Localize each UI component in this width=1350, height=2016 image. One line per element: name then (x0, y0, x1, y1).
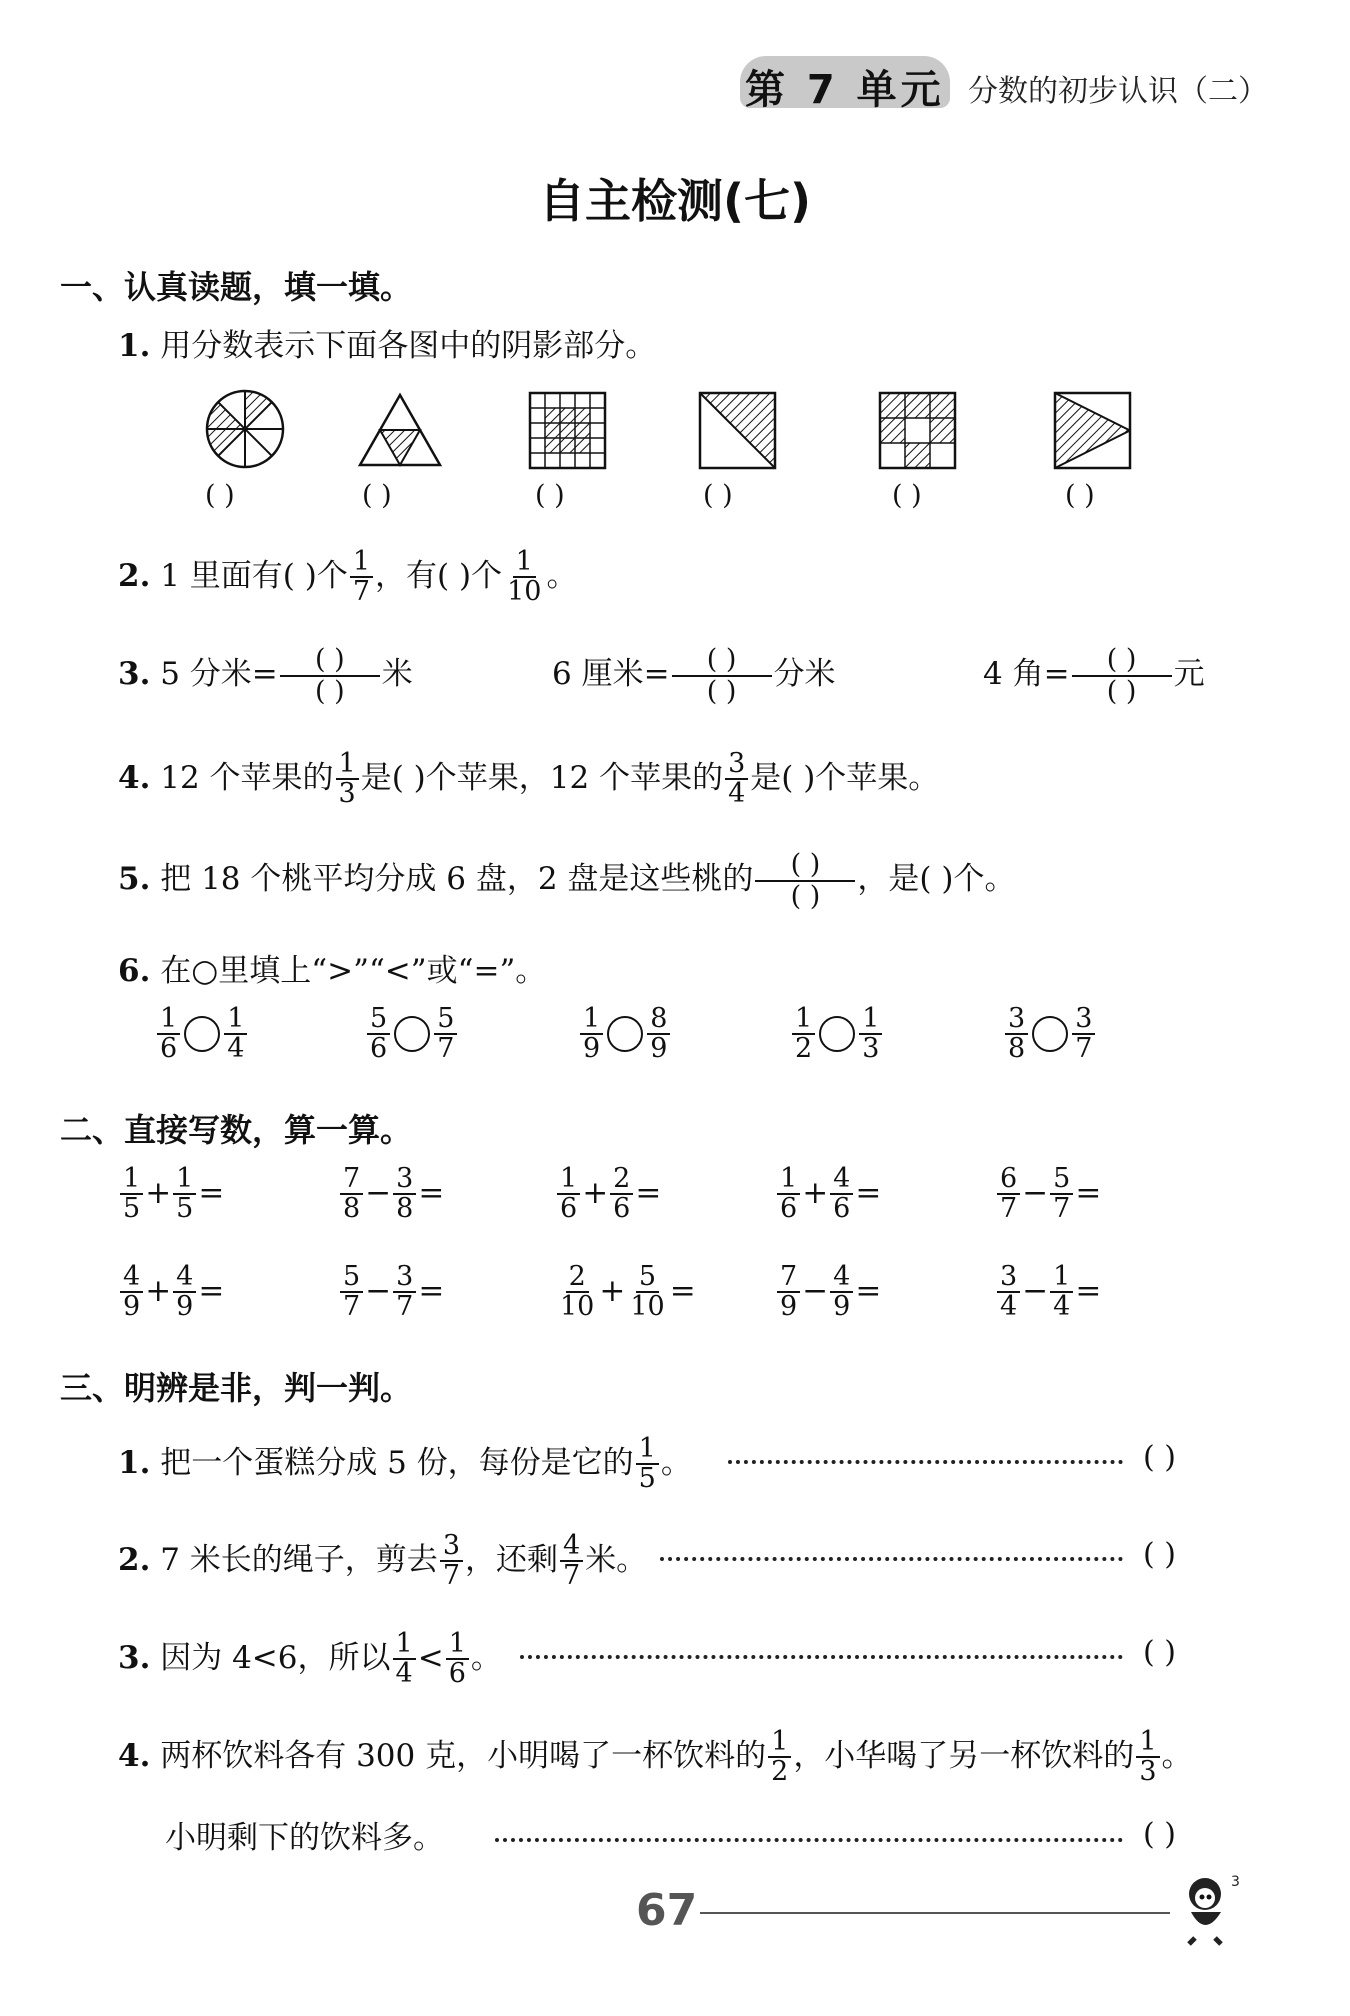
fraction: $\frac{7}{9}$ (777, 1263, 800, 1322)
fraction: $\frac{1}{3}$ (1136, 1728, 1159, 1787)
fraction: $\frac{4}{6}$ (830, 1165, 853, 1224)
fraction: $\frac{2}{6}$ (610, 1165, 633, 1224)
equals-sign: = (418, 1272, 445, 1309)
fraction-blank[interactable]: ( ) ( ) (1072, 645, 1172, 706)
compare-circle[interactable] (1032, 1016, 1068, 1052)
s3-q2: 2. 7 米长的绳子，剪去 $\frac{3}{7}$ ，还剩 $\frac{4}{7}$ 米。 (118, 1530, 648, 1592)
checker-figure (880, 393, 955, 468)
fraction: $\frac{3}{7}$ (393, 1263, 416, 1322)
operator: − (1022, 1272, 1049, 1309)
unit-topic: 分数的初步认识（二） (968, 74, 1268, 109)
fraction: $\frac{6}{7}$ (997, 1165, 1020, 1224)
section-3-heading: 三、明辨是非，判一判。 (60, 1369, 413, 1407)
equals-sign: = (198, 1174, 225, 1211)
fraction-blank[interactable]: ( ) ( ) (280, 645, 380, 706)
compare-circle[interactable] (819, 1016, 855, 1052)
compare-item: $\frac{1}{2}$ $\frac{1}{3}$ (790, 1005, 884, 1064)
circle-figure (207, 391, 283, 467)
page-title: 自主检测(七) (538, 174, 812, 228)
compare-circle[interactable] (184, 1016, 220, 1052)
fraction: $\frac{4}{7}$ (560, 1532, 583, 1591)
fraction-blank[interactable]: ( ) ( ) (672, 645, 772, 706)
dotted-leader (660, 1557, 1123, 1561)
calc-item (775, 1263, 881, 1322)
s3-q4: 4. 两杯饮料各有 300 克，小明喝了一杯饮料的 $\frac{1}{2}$ ，小华喝了另一杯饮料的 $\frac{1}{3}$ 。 (118, 1726, 1193, 1788)
equals-sign: = (1075, 1272, 1102, 1309)
compare-item: $\frac{1}{6}$ $\frac{1}{4}$ (155, 1005, 249, 1064)
fraction: $\frac{4}{9}$ (120, 1263, 143, 1322)
answer-blank[interactable]: ( ) (205, 480, 235, 511)
judge-blank[interactable]: ( ) (1143, 1635, 1176, 1670)
section-1-heading: 一、认真读题，填一填。 (60, 268, 413, 306)
fraction: $\frac{5}{7}$ (1050, 1165, 1073, 1224)
fraction: $\frac{1}{2}$ (768, 1728, 791, 1787)
dotted-leader (495, 1838, 1123, 1842)
calc-item (555, 1263, 696, 1322)
equals-sign: = (669, 1272, 696, 1309)
answer-blank[interactable]: ( ) (1065, 480, 1095, 511)
shaded-figures (195, 385, 1195, 475)
fraction: $\frac{4}{9}$ (830, 1263, 853, 1322)
compare-item: $\frac{3}{8}$ $\frac{3}{7}$ (1003, 1005, 1097, 1064)
fraction: $\frac{5}{7}$ (340, 1263, 363, 1322)
operator: + (599, 1272, 626, 1309)
operator: + (145, 1272, 172, 1309)
s3-q4-line2: 小明剩下的饮料多。 (165, 1820, 444, 1856)
compare-item: $\frac{1}{9}$ $\frac{8}{9}$ (578, 1005, 672, 1064)
section-2-heading: 二、直接写数，算一算。 (60, 1111, 413, 1149)
fraction: $\frac{3}{7}$ (440, 1532, 463, 1591)
calc-item (555, 1165, 661, 1224)
fraction: $\frac{1}{6}$ (557, 1165, 580, 1224)
compare-circle[interactable] (394, 1016, 430, 1052)
dotted-leader (520, 1655, 1123, 1659)
equals-sign: = (855, 1272, 882, 1309)
s1-q2: 2. 1 里面有( )个 $\frac{1}{7}$ ，有( )个 $\frac{1}{10}$ 。 (118, 546, 578, 608)
fraction: $\frac{5}{10}$ (630, 1261, 665, 1323)
operator: + (145, 1174, 172, 1211)
equals-sign: = (418, 1174, 445, 1211)
square-triangle-figure (1055, 393, 1130, 468)
unit-label: 第 7 单元 (745, 67, 945, 113)
s1-q3: 3. 5 分米= ( ) ( ) 米 (118, 644, 413, 707)
fraction: $\frac{1}{5}$ (120, 1165, 143, 1224)
operator: − (802, 1272, 829, 1309)
fraction: $\frac{3}{4}$ (725, 750, 748, 809)
fraction: $\frac{7}{8}$ (340, 1165, 363, 1224)
operator: − (365, 1272, 392, 1309)
fraction: $\frac{1}{6}$ (446, 1630, 469, 1689)
fraction: $\frac{1}{4}$ (1050, 1263, 1073, 1322)
fraction: $\frac{1}{10}$ (507, 546, 542, 608)
s1-q5: 5. 把 18 个桃平均分成 6 盘，2 盘是这些桃的 ( ) ( ) ，是( )个。 (118, 849, 1016, 912)
operator: − (365, 1174, 392, 1211)
calc-item (995, 1263, 1101, 1322)
calc-item (118, 1165, 224, 1224)
operator: + (802, 1174, 829, 1211)
fraction: $\frac{3}{8}$ (393, 1165, 416, 1224)
fraction: $\frac{1}{4}$ (393, 1630, 416, 1689)
s1-q1: 1. 用分数表示下面各图中的阴影部分。 (118, 328, 657, 364)
s1-q3-b: 6 厘米= ( ) ( ) 分米 (552, 644, 836, 707)
calc-item (118, 1263, 224, 1322)
calc-item (775, 1165, 881, 1224)
dotted-leader (728, 1460, 1123, 1464)
s3-q1: 1. 把一个蛋糕分成 5 份，每份是它的 $\frac{1}{5}$ 。 (118, 1433, 692, 1495)
page-number: 67 (636, 1885, 698, 1936)
compare-item: $\frac{5}{6}$ $\frac{5}{7}$ (365, 1005, 459, 1064)
s1-q3-c: 4 角= ( ) ( ) 元 (983, 644, 1205, 707)
fraction: $\frac{1}{5}$ (636, 1435, 659, 1494)
compare-circle[interactable] (607, 1016, 643, 1052)
answer-blank[interactable]: ( ) (362, 480, 392, 511)
operator: − (1022, 1174, 1049, 1211)
grid-figure (530, 393, 605, 468)
s3-q3: 3. 因为 4<6，所以 $\frac{1}{4}$ < $\frac{1}{6}$ 。 (118, 1628, 502, 1690)
judge-blank[interactable]: ( ) (1143, 1440, 1176, 1475)
answer-blank[interactable]: ( ) (703, 480, 733, 511)
fraction: $\frac{1}{5}$ (173, 1165, 196, 1224)
judge-blank[interactable]: ( ) (1143, 1817, 1176, 1852)
judge-blank[interactable]: ( ) (1143, 1537, 1176, 1572)
equals-sign: = (1075, 1174, 1102, 1211)
answer-blank[interactable]: ( ) (892, 480, 922, 511)
answer-blank[interactable]: ( ) (535, 480, 565, 511)
calc-item (338, 1263, 444, 1322)
s1-q4: 4. 12 个苹果的 $\frac{1}{3}$ 是( )个苹果，12 个苹果的 $\frac{3}{4}$ 是( )个苹果。 (118, 748, 940, 810)
fraction: $\frac{4}{9}$ (173, 1263, 196, 1322)
fraction: $\frac{1}{7}$ (350, 548, 373, 607)
s1-q6: 6. 在○里填上“>”“<”或“=”。 (118, 953, 547, 989)
equals-sign: = (855, 1174, 882, 1211)
svg-text:3: 3 (1231, 1874, 1240, 1890)
fraction: $\frac{1}{3}$ (336, 750, 359, 809)
footer-rule (700, 1912, 1170, 1914)
fraction: $\frac{1}{6}$ (777, 1165, 800, 1224)
square-diagonal-figure (700, 393, 775, 468)
equals-sign: = (635, 1174, 662, 1211)
equals-sign: = (198, 1272, 225, 1309)
operator: + (582, 1174, 609, 1211)
calc-item (338, 1165, 444, 1224)
fraction-blank[interactable]: ( ) ( ) (755, 850, 855, 911)
calc-item (995, 1165, 1101, 1224)
triangle-figure (360, 395, 440, 465)
fraction: $\frac{2}{10}$ (560, 1261, 595, 1323)
fraction: $\frac{3}{4}$ (997, 1263, 1020, 1322)
mascot-icon (1175, 1868, 1255, 1948)
